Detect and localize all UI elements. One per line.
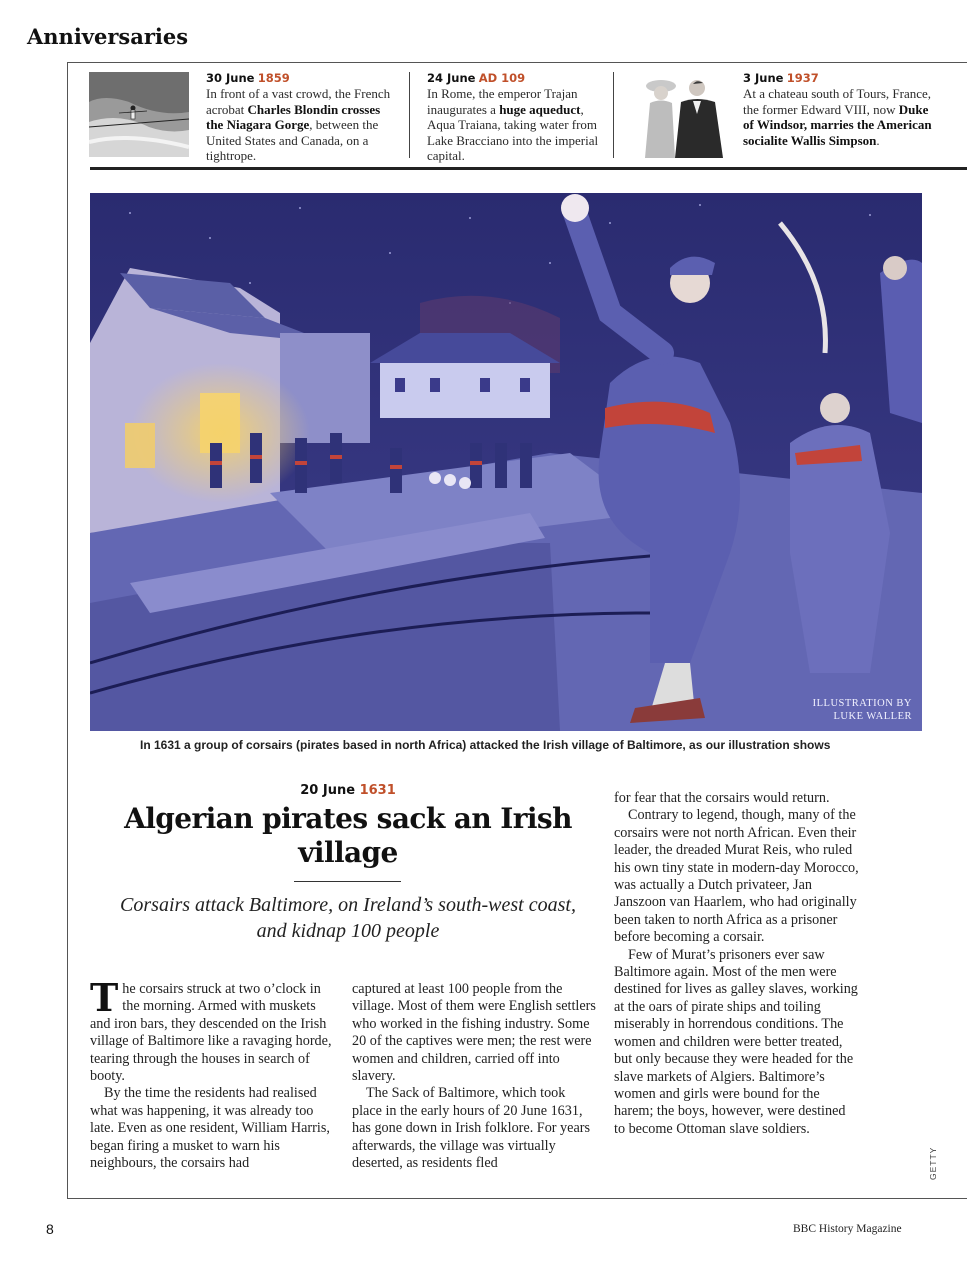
page-number: 8 [46, 1221, 54, 1237]
anniversary-bold-text: huge aqueduct [499, 101, 581, 117]
anniversary-text: . [876, 132, 880, 148]
article-paragraph: The Sack of Baltimore, which took place in the early hours of 20 June 1631, has gone down in Irish folklore. For years afterwards, the village was virtually deserted, as residents fled [352, 1085, 590, 1172]
article-column-1 [90, 975, 332, 1172]
anniversary-bold-text: Charles Blondin crosses the Niagara Gorge [206, 101, 381, 133]
anniversary-year: 1859 [257, 71, 290, 85]
article-paragraph: Few of Murat’s prisoners ever saw Baltimore again. Most of the men were destined for lives as galley slaves, working at the oars of pirate ships and toiling miserably in horrendous conditions. The women and children were better treated, but only because they were headed for the slave markets of Algiers. Baltimore’s women and girls were bound for the harem; the boys, however, were destined to become Ottoman slave soldiers. [614, 946, 858, 1137]
article-column-3 [614, 790, 860, 1138]
article-headline: Algerian pirates sack an Irish village [124, 802, 572, 869]
frame-top-rule [67, 62, 967, 63]
anniversary-date: 24 June [427, 71, 476, 85]
feature-date [90, 783, 606, 798]
blondin-photo [89, 72, 189, 157]
feature-year: 1631 [359, 783, 396, 798]
anniversary-item-windsor [743, 70, 933, 148]
anniversary-text: , Aqua Traiana, taking water from Lake Bracciano into the imperial capital. [427, 101, 599, 164]
strip-divider [613, 72, 614, 158]
illustration-credit [813, 697, 912, 723]
anniversary-date: 30 June [206, 71, 255, 85]
windsor-wedding-photo [633, 70, 729, 158]
illustration-caption: In 1631 a group of corsairs (pirates based in north Africa) attacked the Irish village of Baltimore, as our illustration shows [140, 738, 831, 752]
anniversary-item-blondin [206, 70, 398, 163]
anniversary-year: AD 109 [478, 71, 526, 85]
frame-left-rule [67, 62, 68, 1199]
article-standfirst: Corsairs attack Baltimore, on Ireland’s south-west coast, and kidnap 100 people [120, 894, 576, 942]
frame-bottom-rule [67, 1198, 967, 1199]
anniversary-text: At a chateau south of Tours, France, the former Edward VIII, now [743, 86, 932, 117]
anniversary-year: 1937 [786, 71, 819, 85]
anniversary-text: In Rome, the emperor Trajan inaugurates a [427, 86, 578, 117]
anniversary-item-aqueduct [427, 70, 603, 163]
photo-credit: GETTY [928, 1146, 938, 1180]
headline-rule [294, 881, 401, 882]
section-title: Anniversaries [27, 24, 189, 49]
anniversary-bold-text: Duke of Windsor, marries the American socialite Wallis Simpson [743, 101, 932, 148]
article-column-2 [352, 981, 598, 1172]
strip-divider [409, 72, 410, 158]
article-paragraph: By the time the residents had realised what was happening, it was already too late. Even as one resident, William Harris, began firing a musket to warn his neighbours, the corsairs had [90, 1085, 330, 1172]
anniversary-text: In front of a vast crowd, the French acrobat [206, 86, 391, 117]
article-paragraph: captured at least 100 people from the village. Most of them were English settlers who worked in the fishing industry. Some 20 of the captives were men; the rest were women and children, carried off into slavery. [352, 981, 596, 1085]
pirate-raid-illustration [90, 193, 922, 731]
feature-day: 20 June [300, 783, 356, 798]
anniversary-text: , between the United States and Canada, on a tightrope. [206, 117, 379, 164]
article-paragraph: for fear that the corsairs would return. [614, 790, 830, 806]
credit-line-2: LUKE WALLER [833, 711, 912, 722]
drop-cap: T [90, 975, 119, 1020]
magazine-name: BBC History Magazine [793, 1223, 902, 1235]
article-paragraph [90, 975, 332, 1085]
article-paragraph: Contrary to legend, though, many of the corsairs were not north African. Even their leader, the dreaded Murat Reis, who ruled his own tiny state in modern-day Morocco, was actually a Dutch privateer, Jan Janszoon van Haarlem, who had originally been taken to north Africa as a prisoner before becoming a corsair. [614, 807, 859, 946]
anniversary-date: 3 June [743, 71, 784, 85]
credit-line-1: ILLUSTRATION BY [812, 698, 912, 709]
strip-bottom-rule [90, 167, 967, 170]
paragraph-text: he corsairs struck at two o’clock in the morning. Armed with muskets and iron bars, they descended on the Irish village of Baltimore like a ravaging horde, tearing through the houses in search of booty. [90, 981, 332, 1085]
